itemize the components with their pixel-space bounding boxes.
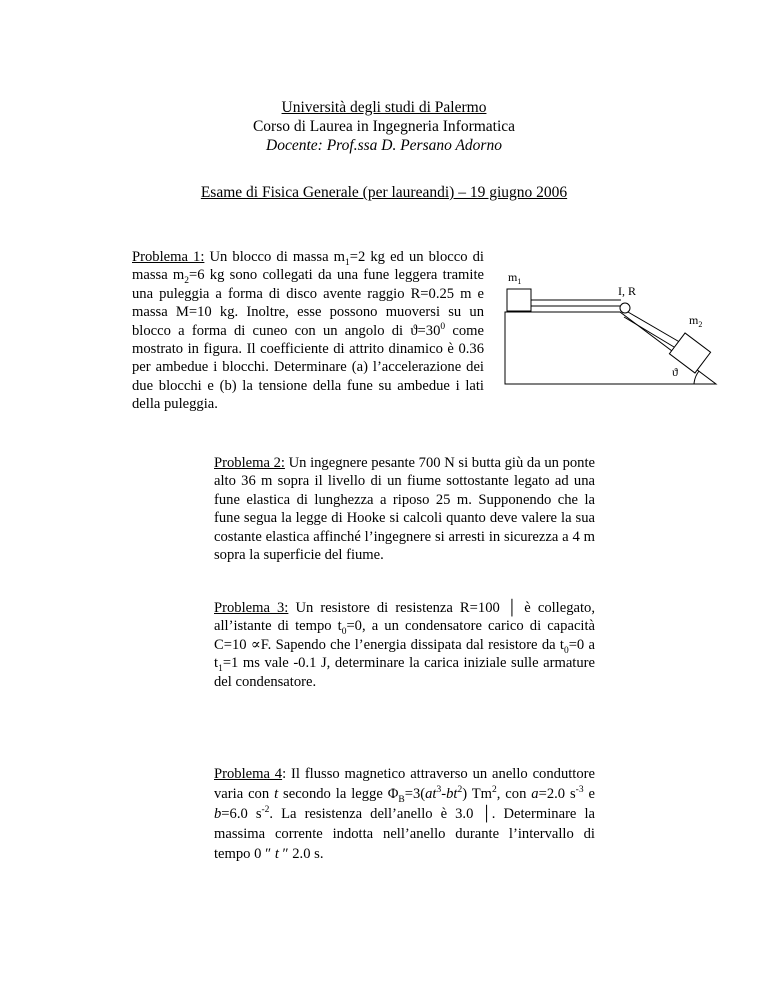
problem-2-label: Problema 2: [214,455,285,471]
problem-3-label: Problema 3: [214,600,289,616]
block-m1 [507,289,531,311]
label-pulley: I, R [618,284,636,298]
label-m2: $m_2$ [689,313,703,329]
teacher-name: Docente: Prof.ssa D. Persano Adorno [266,137,502,154]
problem-3: Problema 3: Un resistore di resistenza R=100 │ è collegato, all’istante di tempo $t_0=0$, a un condensatore carico di capacità C=10 ∝F. Sapendo che l’energia dissipata dal resistore da $t_0=0$ a $t_1=1$ ms vale -0.1 J, determinare la carica iniziale sulle armature del condensatore. [214,600,596,690]
problem-2: Problema 2: Un ingegnere pesante 700 N si butta giù da un ponte alto 36 m sopra il livello di un fiume sottostante legato ad una fune elastica di lunghezza a riposo 25 m. Supponendo che la fune segua la legge di Hooke si calcoli quanto deve valere la sua costante elastica affinché l’ingegnere si arresti in sicurezza a 4 m sopra la superficie del fiume. [214,455,595,564]
problem-1-label: Problema 1: [132,249,205,265]
pulley [620,303,630,313]
problem-1: Problema 1: Un blocco di massa $m_1=2$ kg ed un blocco di massa $m_2=6$ kg sono collegati da una fune leggera tramite una puleggia a forma di disco avente raggio R=0.25 m e massa M=10 kg. Inoltre, esse possono muoversi su un blocco a forma di cuneo con un angolo di $ϑ=30^0$ come mostrato in figura. Il coefficiente di attrito dinamico è 0.36 per ambedue i blocchi. Determinare (a) l’accelerazione dei due blocchi e (b) la tensione della fune su ambedue i lati della puleggia. [132,249,484,413]
incline-figure [494,266,764,388]
label-m1: $m_1$ [508,270,522,286]
label-angle: ϑ [672,365,678,379]
problem-4: Problema 4: Il flusso magnetico attraverso un anello conduttore varia con t secondo la legge $\Phi_B=3(at^3-bt^2)$ Tm$^2$, con a=2.0 $s^{-3}$ e b=6.0 $s^{-2}$. La resistenza dell’anello è 3.0 │. Determinare la massima corrente indotta nell’anello durante l’intervallo di tempo 0 ″ t ″ 2.0 s. [214,766,595,862]
course-name: Corso di Laurea in Ingegneria Informatica [252,118,516,135]
header [0,98,768,155]
exam-title: Esame di Fisica Generale (per laureandi) – 19 giugno 2006 [200,184,568,201]
problem-4-label: Problema 4 [214,766,283,782]
university-name: Università degli studi di Palermo [281,99,487,116]
